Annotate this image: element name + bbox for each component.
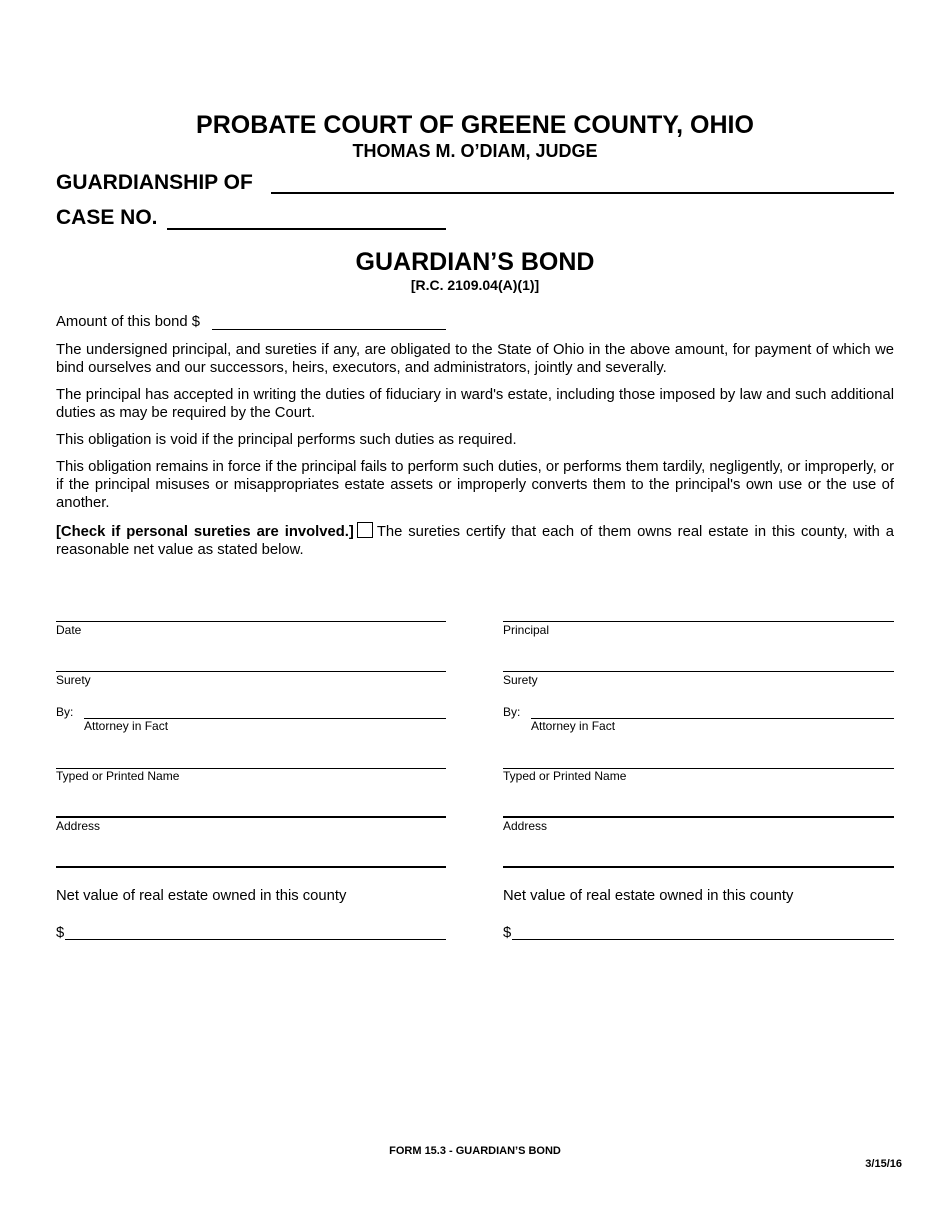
date-line[interactable] xyxy=(56,621,446,622)
left-net-value-label: Net value of real estate owned in this county xyxy=(56,888,347,904)
right-address-line[interactable] xyxy=(503,816,894,818)
left-address-line[interactable] xyxy=(56,816,446,818)
right-attorney-label: Attorney in Fact xyxy=(531,719,616,733)
date-label: Date xyxy=(56,623,82,637)
right-net-value-field[interactable] xyxy=(512,939,894,940)
principal-line[interactable] xyxy=(503,621,894,622)
statute-reference: [R.C. 2109.04(A)(1)] xyxy=(410,277,540,293)
left-by-label: By: xyxy=(56,705,74,719)
right-by-label: By: xyxy=(503,705,521,719)
personal-sureties-checkbox[interactable] xyxy=(357,522,373,538)
surety-check-paragraph xyxy=(56,522,894,559)
surety-check-label: [Check if personal sureties are involved.] xyxy=(56,524,354,540)
surety-statement: The sureties certify that each of them owns real estate in this county, with a reasonable net value as stated below. xyxy=(56,524,895,558)
judge-title: THOMAS M. O’DIAM, JUDGE xyxy=(352,141,598,161)
court-title: PROBATE COURT OF GREENE COUNTY, OHIO xyxy=(196,111,754,139)
obligation-paragraph: The undersigned principal, and sureties if any, are obligated to the State of Ohio in the above amount, for payment of which we bind ourselves and our successors, heirs, executors, and administrators, jointly and severally. xyxy=(56,342,894,376)
duties-paragraph: The principal has accepted in writing the duties of fiduciary in ward's estate, including those imposed by law and such additional duties as may be required by the Court. xyxy=(56,387,894,421)
right-surety-line[interactable] xyxy=(503,671,894,672)
amount-field[interactable] xyxy=(212,329,446,330)
guardianship-field[interactable] xyxy=(271,192,894,194)
right-surety-label: Surety xyxy=(503,673,538,687)
left-surety-label: Surety xyxy=(56,673,91,687)
left-net-value-field[interactable] xyxy=(65,939,446,940)
void-paragraph: This obligation is void if the principal performs such duties as required. xyxy=(56,432,517,448)
left-surety-line[interactable] xyxy=(56,671,446,672)
right-net-value-label: Net value of real estate owned in this county xyxy=(503,888,794,904)
right-address-line-2[interactable] xyxy=(503,866,894,868)
case-no-field[interactable] xyxy=(167,228,446,230)
guardianship-label: GUARDIANSHIP OF xyxy=(56,171,253,194)
principal-label: Principal xyxy=(503,623,550,637)
right-address-label: Address xyxy=(503,819,548,833)
left-dollar-sign: $ xyxy=(56,925,65,941)
in-force-paragraph: This obligation remains in force if the principal fails to perform such duties, or performs them tardily, negligently, or improperly, or if the principal misuses or misappropriates estate assets or improperly converts them to the principal's own use or the use of another. xyxy=(56,459,894,511)
right-typed-name-label: Typed or Printed Name xyxy=(503,769,627,783)
amount-label: Amount of this bond $ xyxy=(56,314,200,330)
case-no-label: CASE NO. xyxy=(56,206,158,229)
revision-date: 3/15/16 xyxy=(865,1158,902,1170)
left-attorney-label: Attorney in Fact xyxy=(84,719,169,733)
bond-title: GUARDIAN’S BOND xyxy=(355,248,595,276)
left-address-line-2[interactable] xyxy=(56,866,446,868)
left-typed-name-label: Typed or Printed Name xyxy=(56,769,180,783)
right-dollar-sign: $ xyxy=(503,925,512,941)
left-address-label: Address xyxy=(56,819,101,833)
form-footer: FORM 15.3 - GUARDIAN’S BOND xyxy=(389,1145,561,1157)
